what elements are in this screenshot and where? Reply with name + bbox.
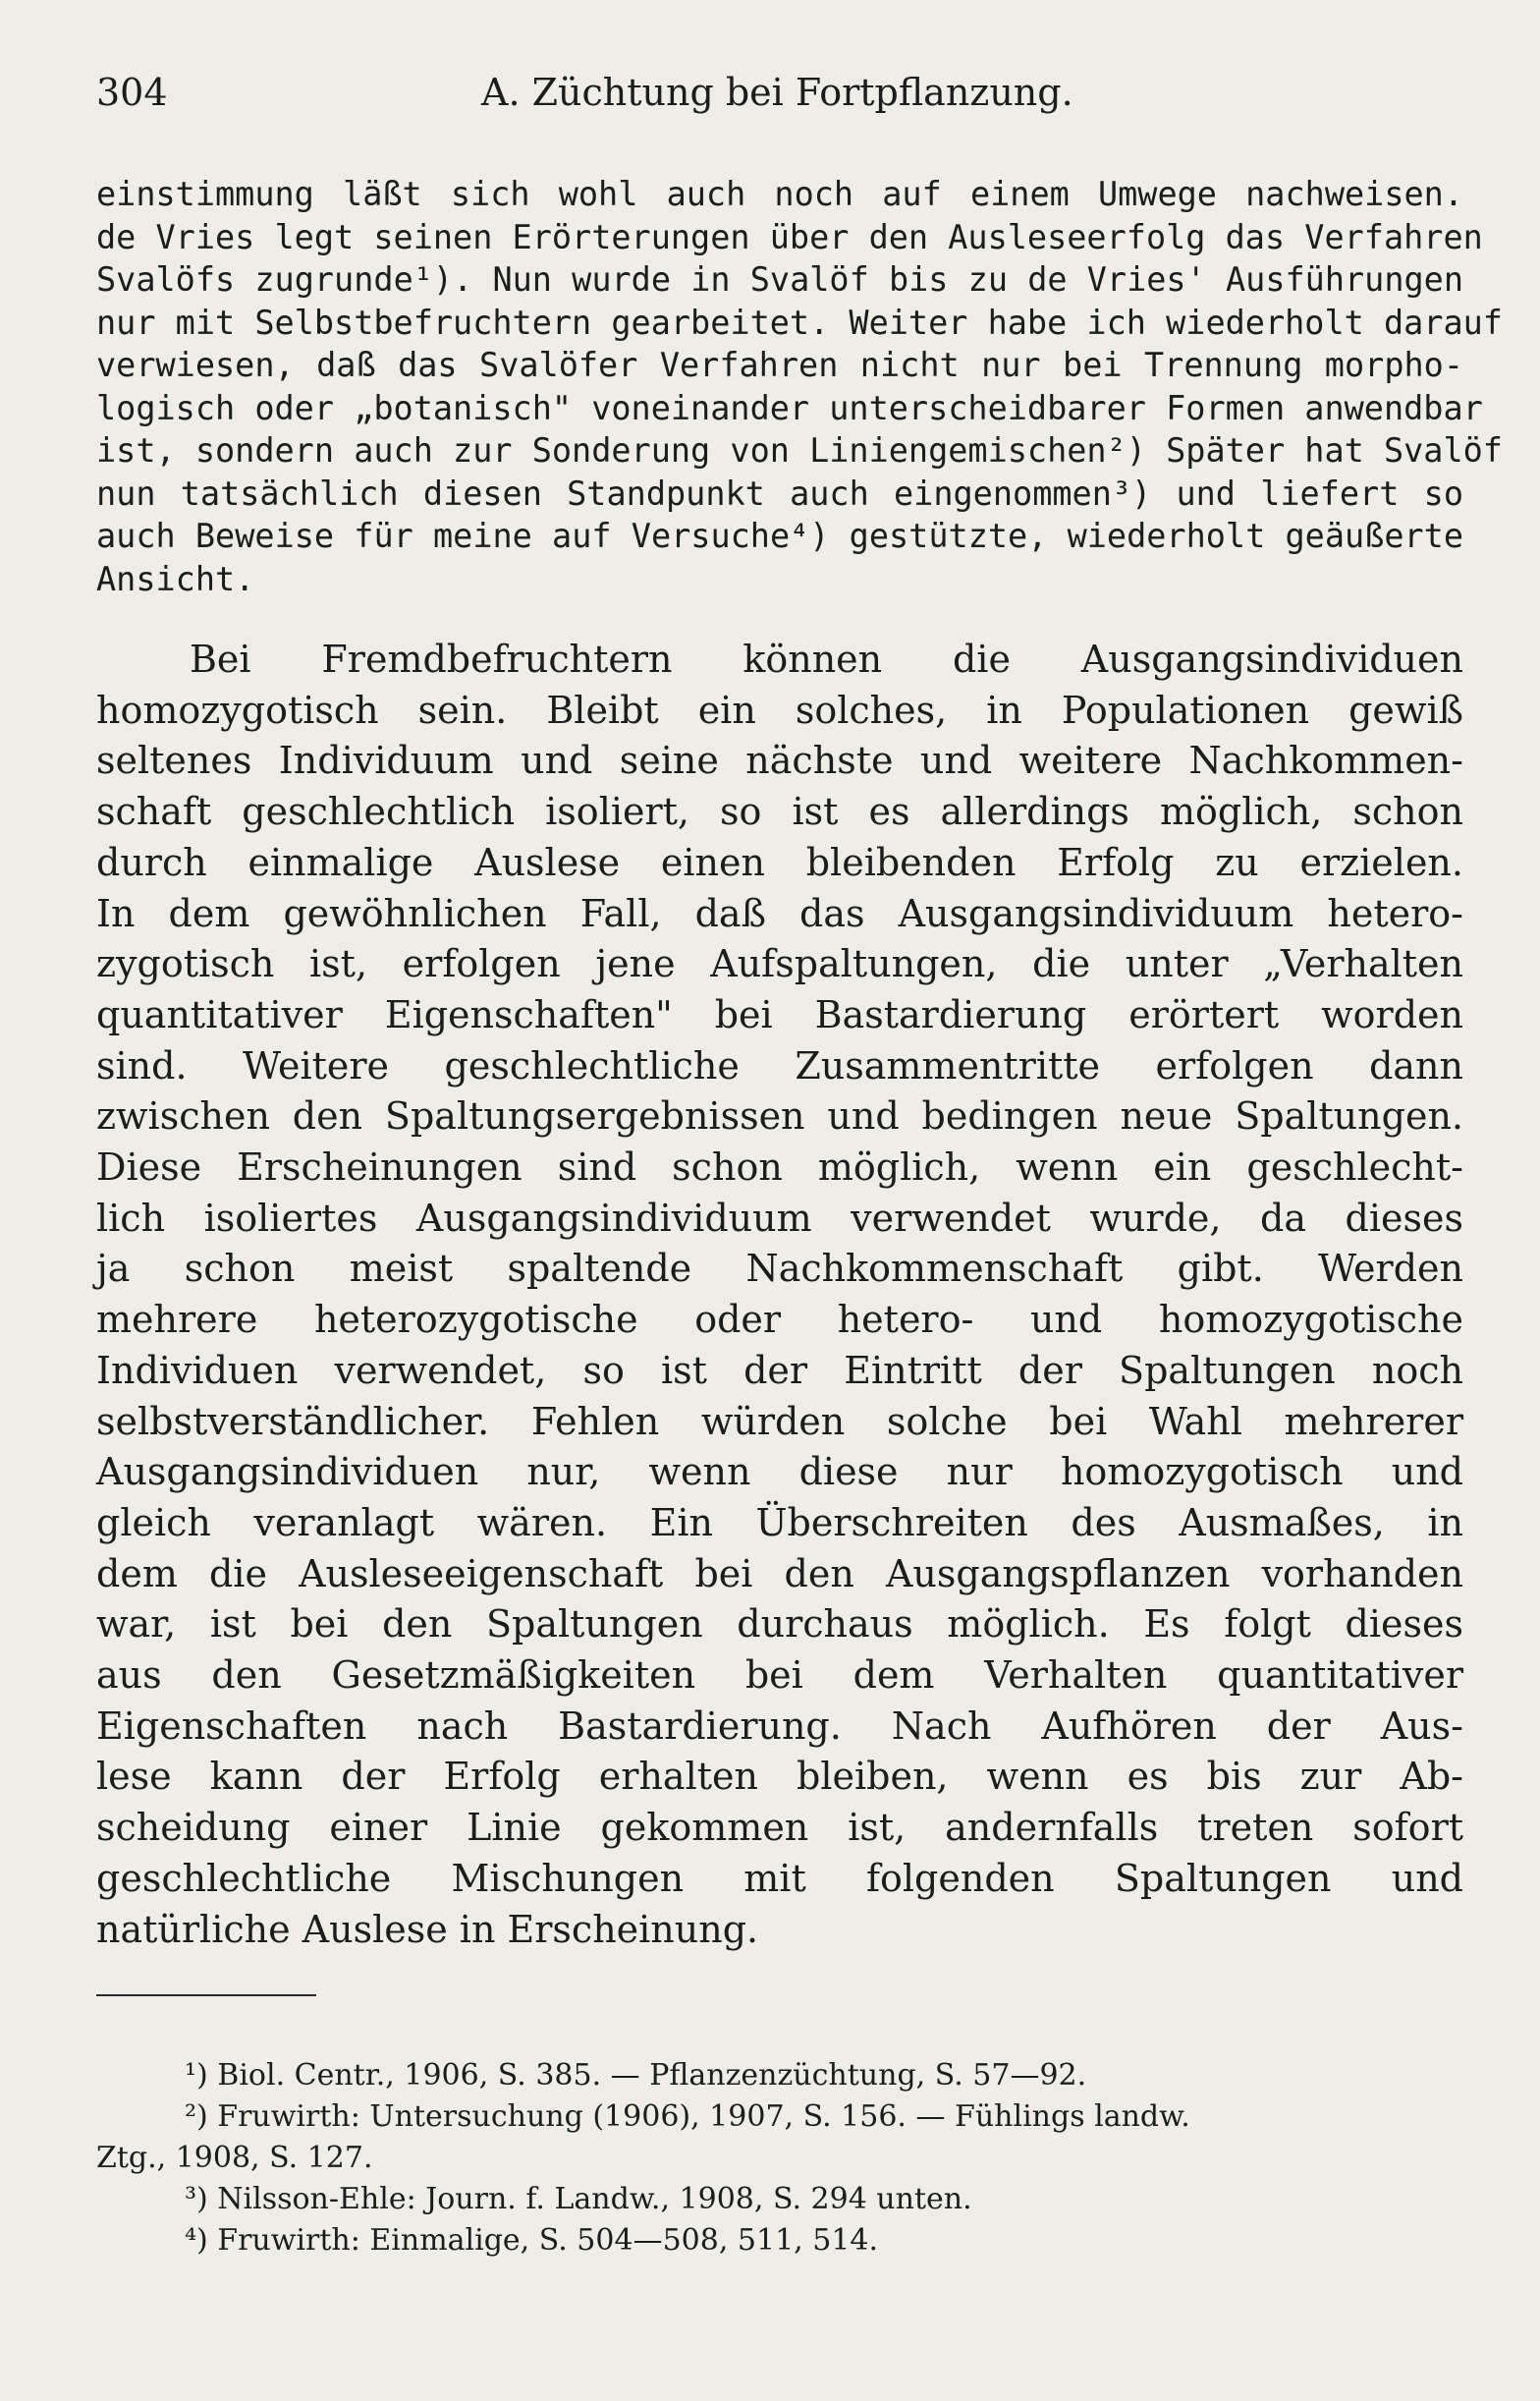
text-line: Eigenschaften nach Bastardierung. Nach Aufhören der Aus- — [96, 1703, 1463, 1748]
text-line: ja schon meist spaltende Nachkommenschaft gibt. Werden — [96, 1247, 1463, 1291]
main-paragraph — [96, 635, 1463, 1955]
text-line: sind. Weitere geschlechtliche Zusammentritte erfolgen dann — [96, 1043, 1463, 1088]
text-line: de Vries legt seinen Erörterungen über den Ausleseerfolg das Verfahren — [96, 217, 1483, 256]
text-line: dem die Ausleseeigenschaft bei den Ausgangspflanzen vorhanden — [96, 1551, 1463, 1595]
text-line: Diese Erscheinungen sind schon möglich, wenn ein geschlecht- — [96, 1145, 1463, 1190]
text-line: selbstverständlicher. Fehlen würden solche bei Wahl mehrerer — [96, 1399, 1463, 1443]
text-line: zwischen den Spaltungsergebnissen und bedingen neue Spaltungen. — [96, 1094, 1463, 1139]
small-print-paragraph — [96, 173, 1503, 600]
footnotes — [96, 2055, 1463, 2261]
text-line: lese kann der Erfolg erhalten bleiben, wenn es bis zur Ab- — [96, 1755, 1463, 1799]
text-line: Ausgangsindividuen nur, wenn diese nur homozygotisch und — [96, 1450, 1463, 1494]
text-line: einstimmung läßt sich wohl auch noch auf einem Umwege nachweisen. — [96, 175, 1463, 213]
text-line: aus den Gesetzmäßigkeiten bei dem Verhalten quantitativer — [96, 1653, 1463, 1698]
text-line: seltenes Individuum und seine nächste und weitere Nachkommen- — [96, 739, 1463, 783]
text-line: quantitativer Eigenschaften" bei Bastardierung erörtert worden — [96, 992, 1463, 1036]
footnote-1: ¹) Biol. Centr., 1906, S. 385. — Pflanzenzüchtung, S. 57—92. — [185, 2058, 1087, 2093]
footnote-2: ²) Fruwirth: Untersuchung (1906), 1907, S. 156. — Fühlings landw. — [185, 2099, 1190, 2134]
text-line: gleich veranlagt wären. Ein Überschreiten des Ausmaßes, in — [96, 1500, 1463, 1544]
text-line: logisch oder „botanisch" voneinander unterscheidbarer Formen anwendbar — [96, 388, 1483, 427]
text-line: Bei Fremdbefruchtern können die Ausgangsindividuen — [190, 638, 1463, 681]
text-line: zygotisch ist, erfolgen jene Aufspaltungen, die unter „Verhalten — [96, 942, 1463, 986]
footnote-3: ³) Nilsson-Ehle: Journ. f. Landw., 1908, S. 294 unten. — [185, 2182, 972, 2216]
text-line: war, ist bei den Spaltungen durchaus möglich. Es folgt dieses — [96, 1602, 1463, 1647]
text-line: auch Beweise für meine auf Versuche⁴) gestützte, wiederholt geäußerte — [96, 517, 1463, 555]
footnote-2-continuation: Ztg., 1908, S. 127. — [96, 2141, 373, 2175]
text-line: scheidung einer Linie gekommen ist, andernfalls treten sofort — [96, 1806, 1463, 1850]
page-header — [96, 71, 1463, 130]
text-line: Ansicht. — [96, 559, 255, 598]
text-line: ist, sondern auch zur Sonderung von Liniengemischen²) Später hat Svalöf — [96, 431, 1503, 470]
text-line: lich isoliertes Ausgangsindividuum verwendet wurde, da dieses — [96, 1196, 1463, 1240]
text-line: Svalöfs zugrunde¹). Nun wurde in Svalöf bis zu de Vries' Ausführungen — [96, 260, 1463, 299]
text-line: verwiesen, daß das Svalöfer Verfahren nicht nur bei Trennung morpho- — [96, 346, 1463, 384]
text-line: Individuen verwendet, so ist der Eintritt der Spaltungen noch — [96, 1348, 1463, 1392]
footnote-divider — [96, 1994, 316, 1996]
page-number: 304 — [96, 71, 168, 114]
text-line: natürliche Auslese in Erscheinung. — [96, 1907, 759, 1951]
text-line: homozygotisch sein. Bleibt ein solches, in Populationen gewiß — [96, 688, 1463, 732]
text-line: mehrere heterozygotische oder hetero- und homozygotische — [96, 1298, 1463, 1342]
text-line: nun tatsächlich diesen Standpunkt auch eingenommen³) und liefert so — [96, 474, 1463, 513]
running-title: A. Züchtung bei Fortpflanzung. — [481, 71, 1073, 114]
footnote-4: ⁴) Fruwirth: Einmalige, S. 504—508, 511, 514. — [185, 2223, 879, 2258]
text-line: In dem gewöhnlichen Fall, daß das Ausgangsindividuum hetero- — [96, 891, 1463, 935]
text-line: durch einmalige Auslese einen bleibenden Erfolg zu erzielen. — [96, 840, 1463, 884]
text-line: nur mit Selbstbefruchtern gearbeitet. Weiter habe ich wiederholt darauf — [96, 303, 1503, 342]
text-line: geschlechtliche Mischungen mit folgenden Spaltungen und — [96, 1856, 1463, 1900]
text-line: schaft geschlechtlich isoliert, so ist es allerdings möglich, schon — [96, 790, 1463, 834]
